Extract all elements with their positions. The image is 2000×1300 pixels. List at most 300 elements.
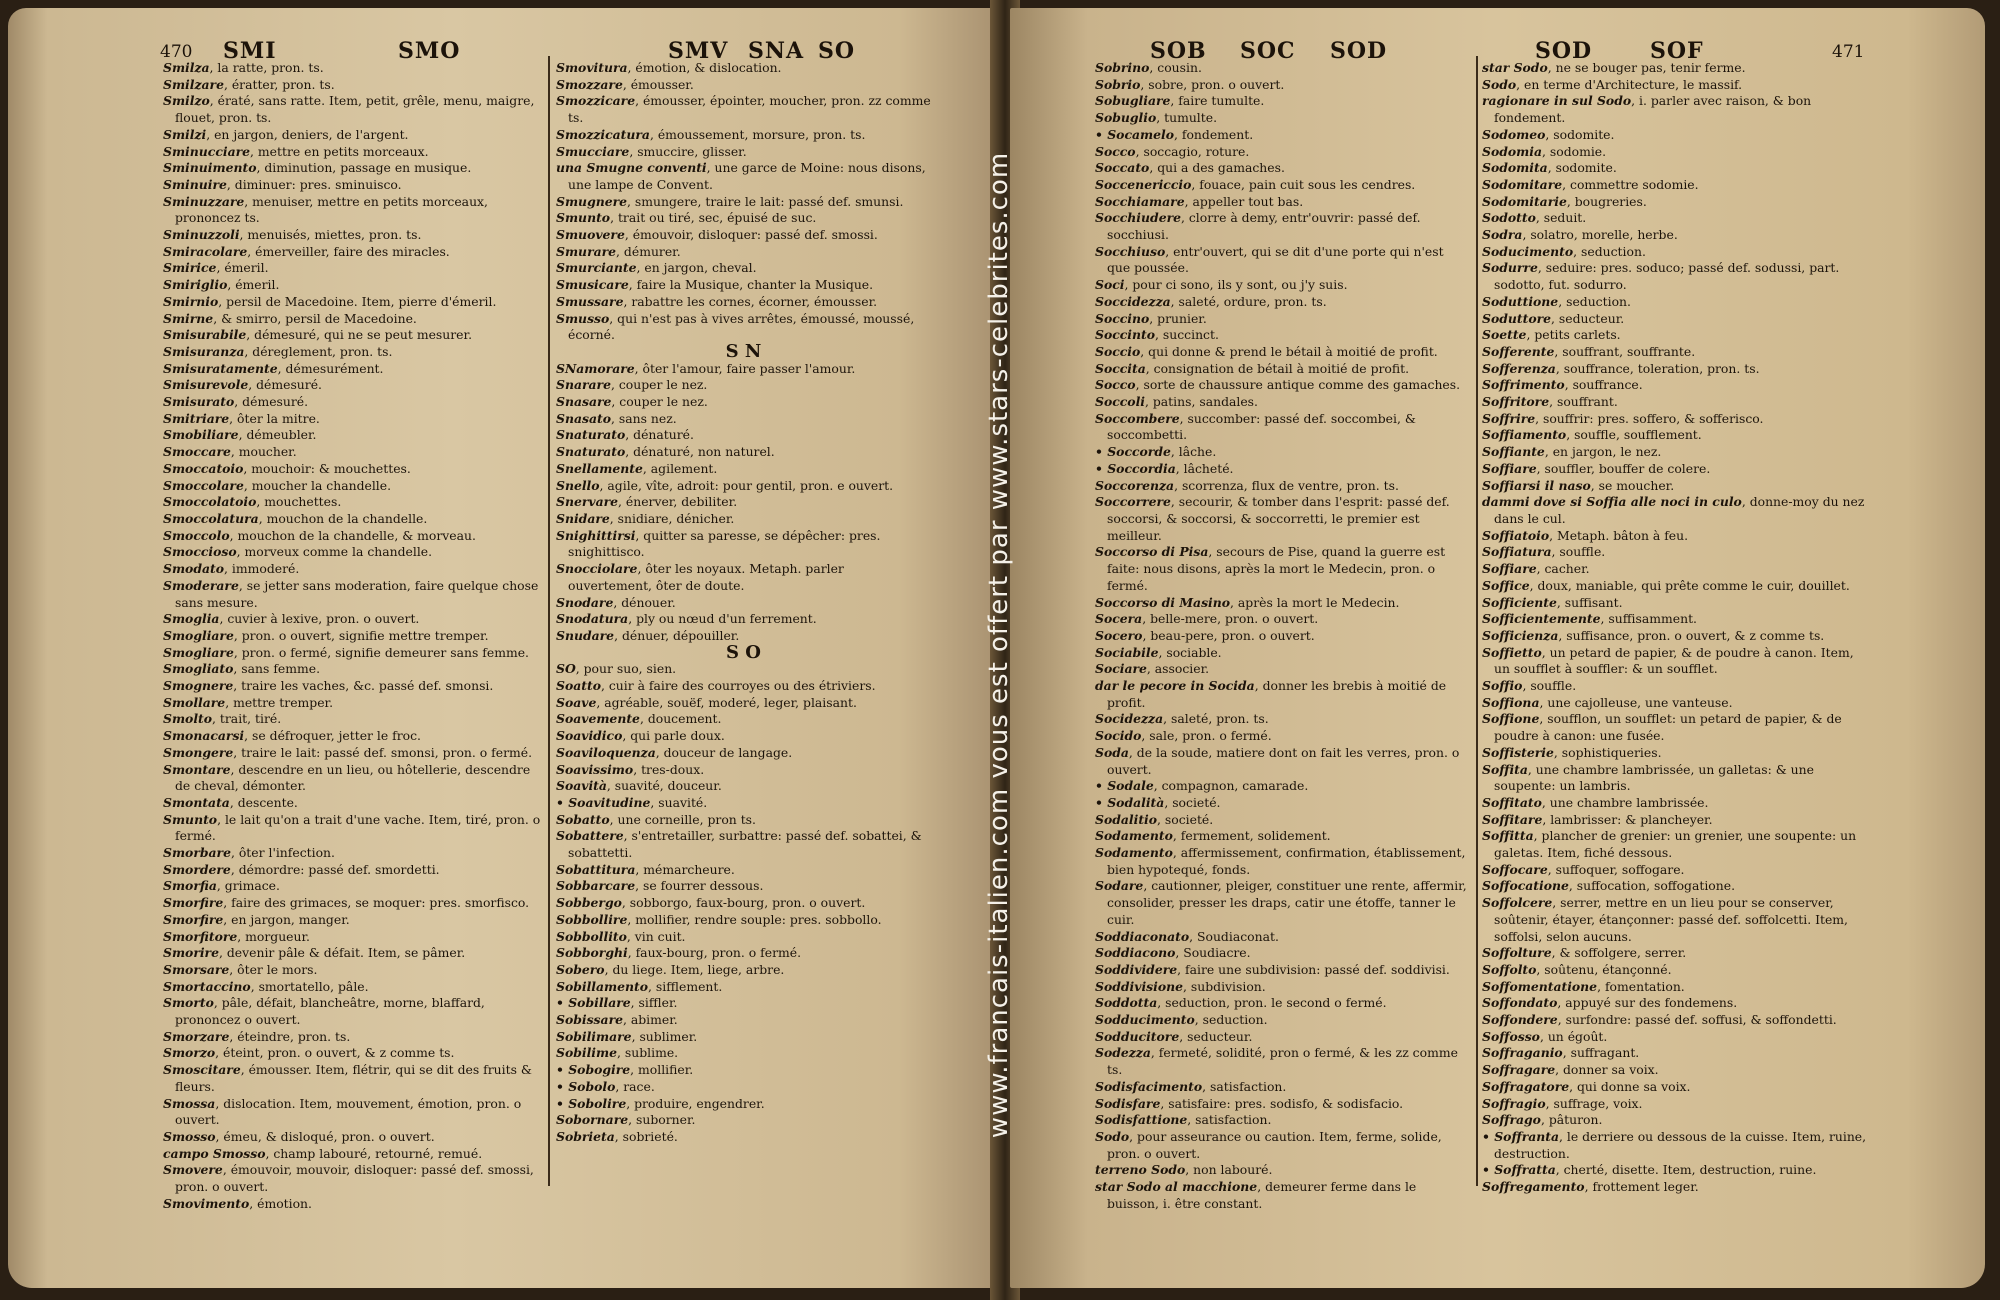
entry-definition: , émouvoir, mouvoir, disloquer: passé def. smossi, pron. o ouvert. xyxy=(175,1162,534,1195)
entry-headword: Sodisfattione xyxy=(1095,1112,1188,1128)
entry-definition: , de la soude, matiere dont on fait les verres, pron. o ouvert. xyxy=(1107,744,1460,777)
dictionary-entry xyxy=(1095,127,1470,144)
dictionary-entry xyxy=(163,745,543,762)
entry-headword: Smunto xyxy=(163,811,218,827)
dictionary-entry xyxy=(1482,294,1872,311)
entry-definition: , énerver, debiliter. xyxy=(618,494,738,510)
entry-headword: Sodezza xyxy=(1095,1045,1151,1061)
dictionary-entry xyxy=(163,160,543,177)
dictionary-entry xyxy=(556,595,931,612)
entry-headword: Sodo xyxy=(1095,1129,1130,1144)
dictionary-entry xyxy=(556,661,931,678)
entry-headword: Socco xyxy=(1095,143,1136,159)
entry-definition: , devenir pâle & défait. Item, se pâmer. xyxy=(218,945,466,961)
entry-headword: Soccoli xyxy=(1095,394,1145,410)
dictionary-entry xyxy=(163,327,543,344)
entry-headword: Smorzo xyxy=(163,1045,216,1061)
dictionary-entry xyxy=(556,127,931,144)
dictionary-entry xyxy=(1095,144,1470,161)
dictionary-entry xyxy=(1482,945,1872,962)
entry-headword: Soffice xyxy=(1482,577,1530,593)
entry-definition: , une chambre lambrissée. xyxy=(1541,794,1709,810)
entry-headword: Smossa xyxy=(163,1095,216,1111)
entry-headword: Soffiare xyxy=(1482,561,1537,577)
dictionary-entry xyxy=(1095,60,1470,77)
dictionary-entry xyxy=(556,377,931,394)
entry-headword: Smunto xyxy=(556,210,611,226)
entry-definition: , societé. xyxy=(1157,811,1214,827)
entry-definition: , émerveiller, faire des miracles. xyxy=(247,243,450,259)
entry-definition: , un égoût. xyxy=(1539,1028,1608,1044)
dictionary-entry xyxy=(556,93,931,126)
dictionary-entry xyxy=(163,678,543,695)
running-head: SOD xyxy=(1535,38,1593,64)
entry-headword: Snaturato xyxy=(556,444,626,460)
dictionary-entry xyxy=(1482,995,1872,1012)
entry-definition: , qui donne sa voix. xyxy=(1569,1078,1691,1094)
entry-definition: , sifflement. xyxy=(648,978,723,994)
entry-headword: Soccita xyxy=(1095,360,1146,376)
entry-headword: Smorsare xyxy=(163,961,230,977)
entry-headword: Sodomitarie xyxy=(1482,193,1567,209)
entry-headword: Socchiudere xyxy=(1095,210,1181,226)
dictionary-entry xyxy=(1095,110,1470,127)
entry-headword: Smoccolatoio xyxy=(163,494,257,510)
page-number: 471 xyxy=(1832,42,1865,62)
dictionary-entry xyxy=(1482,494,1872,527)
entry-definition: , quitter sa paresse, se dépêcher: pres. snighittisco. xyxy=(568,527,881,560)
dictionary-entry xyxy=(1482,1129,1872,1162)
entry-definition: , émoussement, morsure, pron. ts. xyxy=(649,126,866,142)
entry-definition: , tumulte. xyxy=(1156,110,1218,126)
entry-definition: , immoderé. xyxy=(224,561,300,577)
entry-definition: , associer. xyxy=(1146,661,1210,677)
entry-headword: Smisurevole xyxy=(163,377,249,393)
entry-definition: , seduction. xyxy=(1558,293,1631,309)
entry-headword: ragionare in sul Sodo xyxy=(1482,93,1632,109)
dictionary-entry xyxy=(556,394,931,411)
entry-headword: Sobborghi xyxy=(556,945,628,961)
entry-definition: , agilement. xyxy=(642,460,718,476)
entry-definition: , émousser. xyxy=(622,76,694,92)
entry-headword: Soavidico xyxy=(556,728,623,744)
entry-definition: , agréable, souëf, moderé, leger, plaisant. xyxy=(596,694,857,710)
entry-headword: Soffondato xyxy=(1482,995,1558,1011)
dictionary-entry xyxy=(163,1162,543,1195)
dictionary-entry xyxy=(163,762,543,795)
entry-headword: Smiracolare xyxy=(163,243,248,259)
dictionary-entry xyxy=(556,244,931,261)
entry-headword: • Sobogire xyxy=(556,1062,631,1078)
dictionary-entry xyxy=(1095,611,1470,628)
entry-definition: , faux-bourg, pron. o fermé. xyxy=(627,945,802,961)
dictionary-entry xyxy=(1095,444,1470,461)
entry-definition: , mouchoir: & mouchettes. xyxy=(243,460,411,476)
entry-headword: Smussare xyxy=(556,293,624,309)
running-head: SOD xyxy=(1330,38,1388,64)
entry-definition: , saleté, ordure, pron. ts. xyxy=(1170,293,1327,309)
entry-headword: Smovimento xyxy=(163,1195,250,1211)
entry-headword: • Sobolire xyxy=(556,1095,627,1111)
entry-definition: , souffrance. xyxy=(1564,377,1643,393)
dictionary-entry xyxy=(1095,377,1470,394)
entry-definition: , non labouré. xyxy=(1185,1162,1273,1178)
entry-definition: , doux, maniable, qui prête comme le cuir, douillet. xyxy=(1529,577,1850,593)
entry-definition: , frottement leger. xyxy=(1584,1179,1699,1195)
entry-definition: , démesuré, qui ne se peut mesurer. xyxy=(246,327,473,343)
dictionary-entry xyxy=(1095,77,1470,94)
entry-definition: , diminuer: pres. sminuisco. xyxy=(226,176,402,192)
entry-definition: , éteint, pron. o ouvert, & z comme ts. xyxy=(215,1045,455,1061)
entry-headword: Soccato xyxy=(1095,160,1150,176)
entry-headword: Smilzo xyxy=(163,93,210,109)
entry-definition: , pour ci sono, ils y sont, ou j'y suis. xyxy=(1124,277,1348,293)
entry-headword: • Sobillare xyxy=(556,995,631,1011)
entry-headword: Soffragio xyxy=(1482,1095,1546,1111)
dictionary-entry xyxy=(1482,427,1872,444)
dictionary-entry xyxy=(163,945,543,962)
entry-definition: , un petard de papier, & de poudre à canon. Item, un soufflet à souffler: & un soufflet. xyxy=(1494,644,1854,677)
entry-headword: Smognere xyxy=(163,678,234,694)
dictionary-entry xyxy=(1482,60,1872,77)
entry-headword: Soffio xyxy=(1482,678,1523,694)
entry-headword: Smoccolare xyxy=(163,477,244,493)
entry-headword: Soccinto xyxy=(1095,327,1156,343)
dictionary-entry xyxy=(1095,311,1470,328)
entry-definition: , descendre en un lieu, ou hôtellerie, descendre de cheval, démonter. xyxy=(175,761,531,794)
entry-headword: star Sodo al macchione xyxy=(1095,1179,1258,1195)
dictionary-entry xyxy=(1482,1179,1872,1196)
entry-definition: , donner sa voix. xyxy=(1555,1062,1659,1078)
entry-headword: Smoccare xyxy=(163,444,231,460)
entry-definition: , douceur de langage. xyxy=(655,744,793,760)
entry-definition: , une garce de Moine: nous disons, une lampe de Convent. xyxy=(568,160,926,192)
dictionary-entry xyxy=(1482,628,1872,645)
entry-definition: , en jargon, cheval. xyxy=(636,260,757,276)
entry-headword: Smoccolatura xyxy=(163,510,259,526)
dictionary-entry xyxy=(163,294,543,311)
dictionary-entry xyxy=(556,511,931,528)
entry-definition: , champ labouré, retourné, remué. xyxy=(265,1145,483,1161)
entry-definition: , pour suo, sien. xyxy=(575,661,677,677)
dictionary-entry xyxy=(1095,1162,1470,1179)
entry-headword: Soffrago xyxy=(1482,1112,1541,1128)
dictionary-entry xyxy=(556,762,931,779)
entry-definition: , sobre, pron. o ouvert. xyxy=(1140,76,1285,92)
right-page xyxy=(1010,8,1985,1288)
entry-headword: Smitriare xyxy=(163,410,230,426)
dictionary-entry xyxy=(1095,494,1470,544)
dictionary-entry xyxy=(1095,394,1470,411)
entry-definition: , trait ou tiré, sec, épuisé de suc. xyxy=(610,210,817,226)
entry-definition: , seduit. xyxy=(1535,210,1587,226)
entry-definition: , s'entretailler, surbattre: passé def. sobattei, & sobattetti. xyxy=(568,828,922,861)
dictionary-entry xyxy=(1482,1045,1872,1062)
entry-definition: , seducteur. xyxy=(1551,310,1625,326)
entry-headword: Soffiante xyxy=(1482,444,1545,460)
dictionary-entry xyxy=(1482,210,1872,227)
entry-headword: Soave xyxy=(556,694,597,710)
entry-headword: Smortaccino xyxy=(163,978,251,994)
entry-definition: , plancher de grenier: un grenier, une soupente: un galetas. Item, fiché dessous. xyxy=(1494,828,1857,861)
dictionary-entry xyxy=(163,812,543,845)
entry-definition: , faire des grimaces, se moquer: pres. smorfisco. xyxy=(223,895,530,911)
dictionary-entry xyxy=(1095,628,1470,645)
entry-definition: , produire, engendrer. xyxy=(626,1095,765,1111)
dictionary-entry xyxy=(1095,595,1470,612)
entry-headword: Soccenericcio xyxy=(1095,176,1192,192)
entry-headword: Smollare xyxy=(163,694,226,710)
dictionary-entry xyxy=(163,1096,543,1129)
entry-headword: Snidare xyxy=(556,510,610,526)
section-heading: S N xyxy=(725,340,762,362)
dictionary-entry xyxy=(163,361,543,378)
running-head: SOB xyxy=(1150,38,1207,64)
entry-headword: Sminuire xyxy=(163,176,227,192)
dictionary-entry xyxy=(1482,895,1872,945)
entry-headword: Smirne xyxy=(163,310,214,326)
dictionary-entry xyxy=(163,929,543,946)
entry-definition: , ply ou nœud d'un ferrement. xyxy=(628,611,817,627)
entry-headword: • Soccorde xyxy=(1095,444,1171,460)
entry-headword: Soccorenza xyxy=(1095,477,1175,493)
entry-definition: , donne-moy du nez dans le cul. xyxy=(1494,494,1865,526)
dictionary-entry xyxy=(1482,411,1872,428)
entry-definition: , siffler. xyxy=(630,995,678,1011)
entry-definition: , sociable. xyxy=(1158,644,1222,660)
entry-definition: , descente. xyxy=(229,794,298,810)
dictionary-entry xyxy=(163,1062,543,1095)
dictionary-entry xyxy=(1095,411,1470,444)
dictionary-entry xyxy=(1482,478,1872,495)
dictionary-entry xyxy=(556,778,931,795)
entry-headword: Sodomeo xyxy=(1482,126,1546,142)
dictionary-entry xyxy=(1482,260,1872,293)
entry-definition: , éteindre, pron. ts. xyxy=(229,1028,351,1044)
dictionary-entry xyxy=(1482,595,1872,612)
entry-headword: Smorfire xyxy=(163,911,224,927)
entry-headword: Soffondere xyxy=(1482,1012,1558,1028)
entry-definition: , suavité. xyxy=(650,794,708,810)
entry-definition: , seducteur. xyxy=(1179,1028,1253,1044)
entry-headword: Sminuzzare xyxy=(163,193,245,209)
entry-headword: • Soavitudine xyxy=(556,794,651,810)
dictionary-entry xyxy=(1482,361,1872,378)
entry-definition: , satisfaction. xyxy=(1187,1112,1272,1128)
entry-definition: , émouvoir, disloquer: passé def. smossi. xyxy=(624,227,878,243)
dictionary-entry xyxy=(163,578,543,611)
entry-definition: , grimace. xyxy=(216,878,280,894)
entry-headword: Smontare xyxy=(163,761,231,777)
dictionary-entry xyxy=(1095,177,1470,194)
entry-definition: , morveux comme la chandelle. xyxy=(236,544,433,560)
dictionary-entry xyxy=(163,260,543,277)
dictionary-entry xyxy=(1095,327,1470,344)
entry-headword: Soffragare xyxy=(1482,1062,1556,1078)
entry-definition: , appeller tout bas. xyxy=(1184,193,1304,209)
entry-headword: Soddividere xyxy=(1095,961,1178,977)
entry-definition: , sorte de chaussure antique comme des gamaches. xyxy=(1135,377,1461,393)
entry-headword: Smozzicare xyxy=(556,93,636,109)
dictionary-entry xyxy=(163,1045,543,1062)
entry-definition: , démesurément. xyxy=(277,360,384,376)
entry-definition: , smungere, traire le lait: passé def. smunsi. xyxy=(627,193,904,209)
entry-headword: • Socamelo xyxy=(1095,126,1174,142)
entry-headword: Soddiaconato xyxy=(1095,928,1190,944)
dictionary-entry xyxy=(1482,311,1872,328)
dictionary-entry xyxy=(163,427,543,444)
entry-headword: Sociare xyxy=(1095,661,1147,677)
dictionary-entry xyxy=(556,444,931,461)
entry-headword: Sminuimento xyxy=(163,160,257,176)
entry-definition: , secours de Pise, quand la guerre est faite: nous disons, après la mort le Medecin, pron. o fermé. xyxy=(1107,544,1446,593)
entry-definition: , suffisance, pron. o ouvert, & z comme ts. xyxy=(1558,627,1825,643)
entry-definition: , cacher. xyxy=(1536,561,1590,577)
dictionary-entry xyxy=(556,945,931,962)
dictionary-entry xyxy=(163,144,543,161)
entry-definition: , seduction. xyxy=(1194,1012,1268,1028)
entry-definition: , ne se bouger pas, tenir ferme. xyxy=(1547,60,1746,75)
entry-definition: , persil de Macedoine. Item, pierre d'émeril. xyxy=(218,293,497,309)
entry-definition: , scorrenza, flux de ventre, pron. ts. xyxy=(1174,477,1399,493)
dictionary-entry xyxy=(1095,962,1470,979)
entry-headword: Smucciare xyxy=(556,143,630,159)
entry-headword: Sodomita xyxy=(1482,160,1548,176)
entry-headword: Smontata xyxy=(163,794,230,810)
dictionary-entry xyxy=(163,244,543,261)
entry-definition: , mollifier, rendre souple: pres. sobbollo. xyxy=(627,911,882,927)
dictionary-entry xyxy=(1095,1129,1470,1162)
dictionary-entry xyxy=(1095,828,1470,845)
dictionary-column xyxy=(1095,60,1470,1213)
dictionary-entry xyxy=(1095,93,1470,110)
entry-headword: Soccio xyxy=(1095,343,1141,359)
entry-definition: , démesuré. xyxy=(234,394,309,410)
dictionary-entry xyxy=(1482,1012,1872,1029)
dictionary-entry xyxy=(163,661,543,678)
entry-headword: Soffita xyxy=(1482,761,1528,777)
entry-headword: Soffisterie xyxy=(1482,744,1554,760)
entry-definition: , satisfaire: pres. sodisfo, & sodisfacio. xyxy=(1160,1095,1404,1111)
dictionary-entry xyxy=(1095,845,1470,878)
entry-definition: , après la mort le Medecin. xyxy=(1230,594,1400,610)
dictionary-entry xyxy=(1095,995,1470,1012)
entry-headword: Soddivisione xyxy=(1095,978,1183,994)
dictionary-entry xyxy=(1095,711,1470,728)
entry-headword: Smurciante xyxy=(556,260,637,276)
entry-headword: Soffolcere xyxy=(1482,895,1553,911)
entry-definition: , patins, sandales. xyxy=(1144,394,1258,410)
entry-definition: , snidiare, dénicher. xyxy=(609,510,735,526)
dictionary-entry xyxy=(1482,244,1872,261)
dictionary-entry xyxy=(556,294,931,311)
dictionary-entry xyxy=(1095,544,1470,594)
entry-definition: , bougreries. xyxy=(1566,193,1647,209)
dictionary-entry xyxy=(1482,962,1872,979)
entry-definition: , mettre tremper. xyxy=(225,694,334,710)
dictionary-entry xyxy=(1095,795,1470,812)
entry-definition: , du liege. Item, liege, arbre. xyxy=(604,961,785,977)
entry-headword: Smorfire xyxy=(163,895,224,911)
entry-definition: , qui n'est pas à vives arrêtes, émoussé, moussé, écorné. xyxy=(568,310,915,343)
entry-headword: Snello xyxy=(556,477,600,493)
entry-definition: , beau-pere, pron. o ouvert. xyxy=(1142,627,1315,643)
entry-definition: , soûtenu, étançonné. xyxy=(1536,961,1672,977)
entry-headword: Sobugliare xyxy=(1095,93,1171,109)
dictionary-entry xyxy=(1482,678,1872,695)
dictionary-entry xyxy=(1095,344,1470,361)
entry-headword: Snasare xyxy=(556,394,612,410)
entry-headword: Soffolto xyxy=(1482,961,1537,977)
dictionary-entry xyxy=(556,461,931,478)
entry-definition: , succinct. xyxy=(1155,327,1219,343)
entry-headword: Sobornare xyxy=(556,1112,629,1128)
entry-definition: , suffisant. xyxy=(1556,594,1623,610)
entry-headword: Sobuglio xyxy=(1095,110,1157,126)
entry-headword: Sobilimare xyxy=(556,1028,632,1044)
section-heading: S O xyxy=(726,641,761,663)
entry-headword: Sodisfare xyxy=(1095,1095,1161,1111)
entry-headword: Smogliare xyxy=(163,627,234,643)
entry-headword: Socco xyxy=(1095,377,1136,393)
dictionary-entry xyxy=(556,1029,931,1046)
running-head: SMI xyxy=(223,38,277,64)
dictionary-entry xyxy=(556,878,931,895)
left-page xyxy=(8,8,998,1288)
entry-definition: , démeubler. xyxy=(238,427,317,443)
dictionary-entry xyxy=(1482,979,1872,996)
entry-definition: , sobrieté. xyxy=(614,1129,678,1144)
dictionary-entry xyxy=(1095,210,1470,243)
dictionary-entry xyxy=(556,728,931,745)
dictionary-entry xyxy=(556,995,931,1012)
entry-definition: , satisfaction. xyxy=(1202,1078,1287,1094)
entry-headword: Soffocatione xyxy=(1482,878,1569,894)
entry-definition: , sans nez. xyxy=(610,410,677,426)
dictionary-entry xyxy=(1482,227,1872,244)
entry-headword: Sobissare xyxy=(556,1012,623,1028)
entry-definition: , lâcheté. xyxy=(1175,460,1234,476)
entry-headword: dammi dove si Soffia alle noci in culo xyxy=(1482,494,1742,510)
entry-definition: , sodomite. xyxy=(1545,126,1615,142)
dictionary-entry xyxy=(1095,244,1470,277)
dictionary-entry xyxy=(163,411,543,428)
entry-headword: Socchiamare xyxy=(1095,193,1185,209)
dictionary-entry xyxy=(1095,1112,1470,1129)
entry-definition: , Metaph. bâton à feu. xyxy=(1549,527,1689,543)
dictionary-entry xyxy=(556,1096,931,1113)
entry-headword: Soavità xyxy=(556,778,607,794)
dictionary-entry xyxy=(163,962,543,979)
entry-definition: , suavité, douceur. xyxy=(606,778,722,794)
entry-definition: , suffisamment. xyxy=(1600,611,1697,627)
entry-headword: Sofficientemente xyxy=(1482,611,1601,627)
entry-definition: , sobborgo, faux-bourg, pron. o ouvert. xyxy=(621,895,866,911)
entry-headword: Smongere xyxy=(163,744,234,760)
entry-headword: Soffosso xyxy=(1482,1028,1540,1044)
dictionary-entry xyxy=(556,260,931,277)
entry-headword: Smolto xyxy=(163,711,213,727)
dictionary-entry xyxy=(1095,1012,1470,1029)
dictionary-entry xyxy=(163,127,543,144)
entry-headword: • Sobolo xyxy=(556,1078,616,1094)
entry-headword: terreno Sodo xyxy=(1095,1162,1186,1178)
entry-definition: , ôter la mitre. xyxy=(229,410,320,426)
entry-headword: Soffolture xyxy=(1482,945,1552,961)
entry-definition: , & soffolgere, serrer. xyxy=(1551,945,1687,961)
entry-definition: , Soudiacre. xyxy=(1175,945,1251,961)
entry-definition: , souffrant, souffrante. xyxy=(1554,343,1696,359)
